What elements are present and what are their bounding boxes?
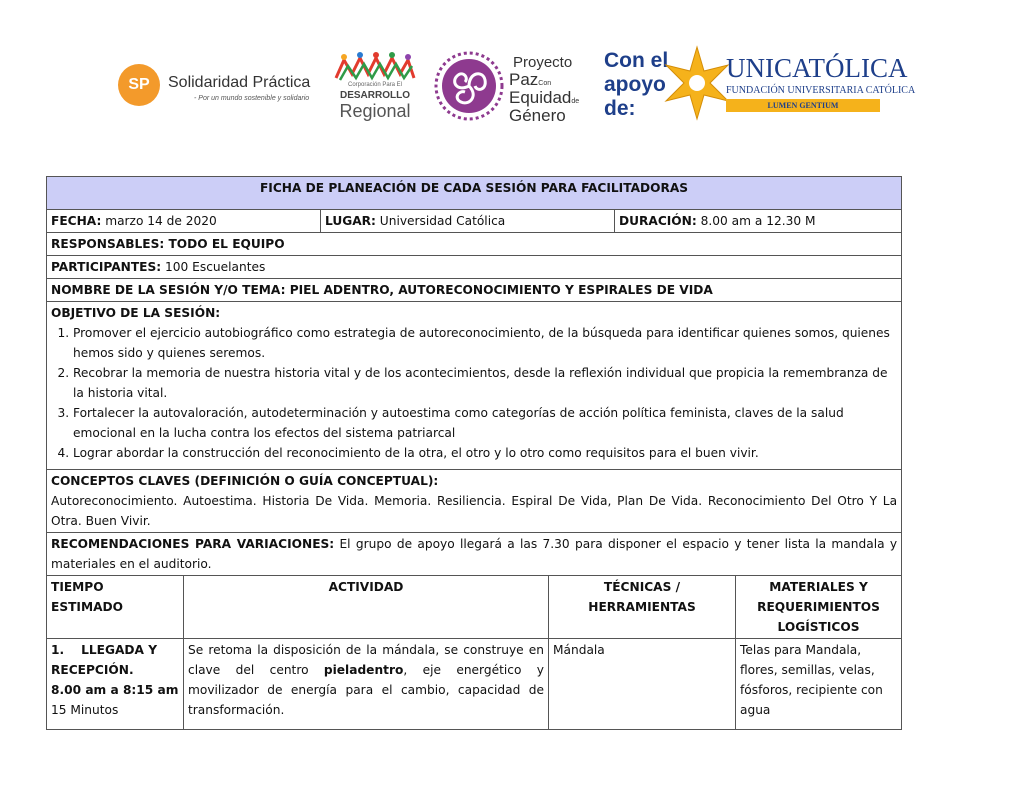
duracion-cell: DURACIÓN: 8.00 am a 12.30 M — [615, 210, 902, 233]
cdr-big-text: DESARROLLO — [340, 90, 410, 101]
star-icon — [664, 45, 730, 121]
ppe-line2: PazCon — [509, 70, 552, 89]
unicatolica-motto: LUMEN GENTIUM — [726, 99, 880, 112]
objetivo-cell — [47, 302, 902, 470]
participantes-cell: PARTICIPANTES: 100 Escuelantes — [47, 256, 902, 279]
column-header-row — [47, 576, 902, 639]
unicatolica-name: UNICATÓLICA — [726, 53, 908, 83]
sp-name: Solidaridad Práctica — [168, 74, 311, 91]
fecha-cell: FECHA: marzo 14 de 2020 — [47, 210, 321, 233]
cdr-region-text: Regional — [339, 101, 411, 121]
col-tiempo: TIEMPO ESTIMADO — [47, 576, 184, 639]
objetivo-item: 1. Promover el ejercicio autobiográfico como estrategia de autoreconocimiento, de la búsqueda para identificar quienes somos, quienes hemos sido y quienes seremos. — [73, 323, 897, 363]
objetivos-list — [51, 323, 897, 463]
ppe-line1: Proyecto — [513, 54, 573, 71]
objetivo-item: 4. Lograr abordar la construcción del reconocimiento de la otra, el otro y lo otro como requisitos para el buen vivir. — [73, 443, 897, 463]
proyecto-paz-equidad-logo — [433, 48, 603, 128]
activity-row — [47, 639, 902, 730]
ficha-title-row — [47, 177, 902, 210]
conceptos-label: CONCEPTOS CLAVES (DEFINICIÓN O GUÍA CONCEPTUAL): — [51, 474, 439, 488]
responsables-cell: RESPONSABLES: TODO EL EQUIPO — [47, 233, 902, 256]
sp-tagline: - Por un mundo sostenible y solidario — [194, 95, 310, 102]
unicatolica-logo — [604, 45, 916, 125]
recomendaciones-cell: RECOMENDACIONES PARA VARIACIONES: El grupo de apoyo llegará a las 7.30 para disponer el espacio y tener lista la mandala y materiales en el auditorio. — [47, 533, 902, 576]
col-materiales: MATERIALES Y REQUERIMIENTOS LOGÍSTICOS — [736, 576, 902, 639]
objetivo-row — [47, 302, 902, 470]
ficha-title: FICHA DE PLANEACIÓN DE CADA SESIÓN PARA FACILITADORAS — [47, 177, 902, 210]
tiempo-cell — [47, 639, 184, 730]
conceptos-row — [47, 470, 902, 533]
participantes-row — [47, 256, 902, 279]
responsables-row — [47, 233, 902, 256]
recomendaciones-row — [47, 533, 902, 576]
col-tecnicas: TÉCNICAS / HERRAMIENTAS — [549, 576, 736, 639]
ppe-line4: Género — [509, 106, 566, 125]
activity-duration: 15 Minutos — [51, 703, 119, 717]
corporacion-desarrollo-regional-logo — [330, 52, 420, 124]
objetivo-item: 2. Recobrar la memoria de nuestra historia vital y de los acontecimientos, desde la reflexión individual que propicia la remembranza de la historia vital. — [73, 363, 897, 403]
objetivo-item: 3. Fortalecer la autovaloración, autodeterminación y autoestima como categorías de acción política feminista, claves de la salud emocional en la lucha contra los efectos del sistema patriarcal — [73, 403, 897, 443]
tecnicas-cell: Mándala — [549, 639, 736, 730]
objetivo-label: OBJETIVO DE LA SESIÓN: — [51, 306, 221, 320]
materiales-cell: Telas para Mandala, flores, semillas, velas, fósforos, recipiente con agua — [736, 639, 902, 730]
triskelion-icon — [433, 50, 505, 122]
cdr-small-text: Corporación Para El — [347, 82, 403, 88]
col-actividad: ACTIVIDAD — [184, 576, 549, 639]
logo-strip — [0, 0, 1024, 170]
activity-title: 1. LLEGADA Y RECEPCIÓN. — [51, 643, 158, 677]
con-el-apoyo-text: Con el apoyo de: — [604, 49, 669, 120]
lugar-cell: LUGAR: Universidad Católica — [321, 210, 615, 233]
conceptos-value: Autoreconocimiento. Autoestima. Historia De Vida. Memoria. Resiliencia. Espiral De Vida, Plan De Vida. Reconocimiento Del Otro Y La Otra. Buen Vivir. — [51, 494, 898, 528]
ppe-line3: Equidadde — [509, 88, 580, 107]
sp-circle-icon: SP — [118, 64, 160, 106]
conceptos-cell — [47, 470, 902, 533]
ficha-table — [46, 176, 902, 730]
fecha-lugar-duracion-row — [47, 210, 902, 233]
sesion-row — [47, 279, 902, 302]
unicatolica-fundacion: FUNDACIÓN UNIVERSITARIA CATÓLICA — [726, 85, 916, 96]
actividad-cell: Se retoma la disposición de la mándala, se construye en clave del centro pieladentro, eje energético y movilizador de energía para el cambio, capacidad de transformación. — [184, 639, 549, 730]
solidaridad-practica-logo — [118, 62, 318, 118]
activity-time: 8.00 am a 8:15 am — [51, 683, 179, 697]
sesion-cell: NOMBRE DE LA SESIÓN Y/O TEMA: PIEL ADENTRO, AUTORECONOCIMIENTO Y ESPIRALES DE VIDA — [47, 279, 902, 302]
people-chain-icon — [334, 52, 416, 82]
